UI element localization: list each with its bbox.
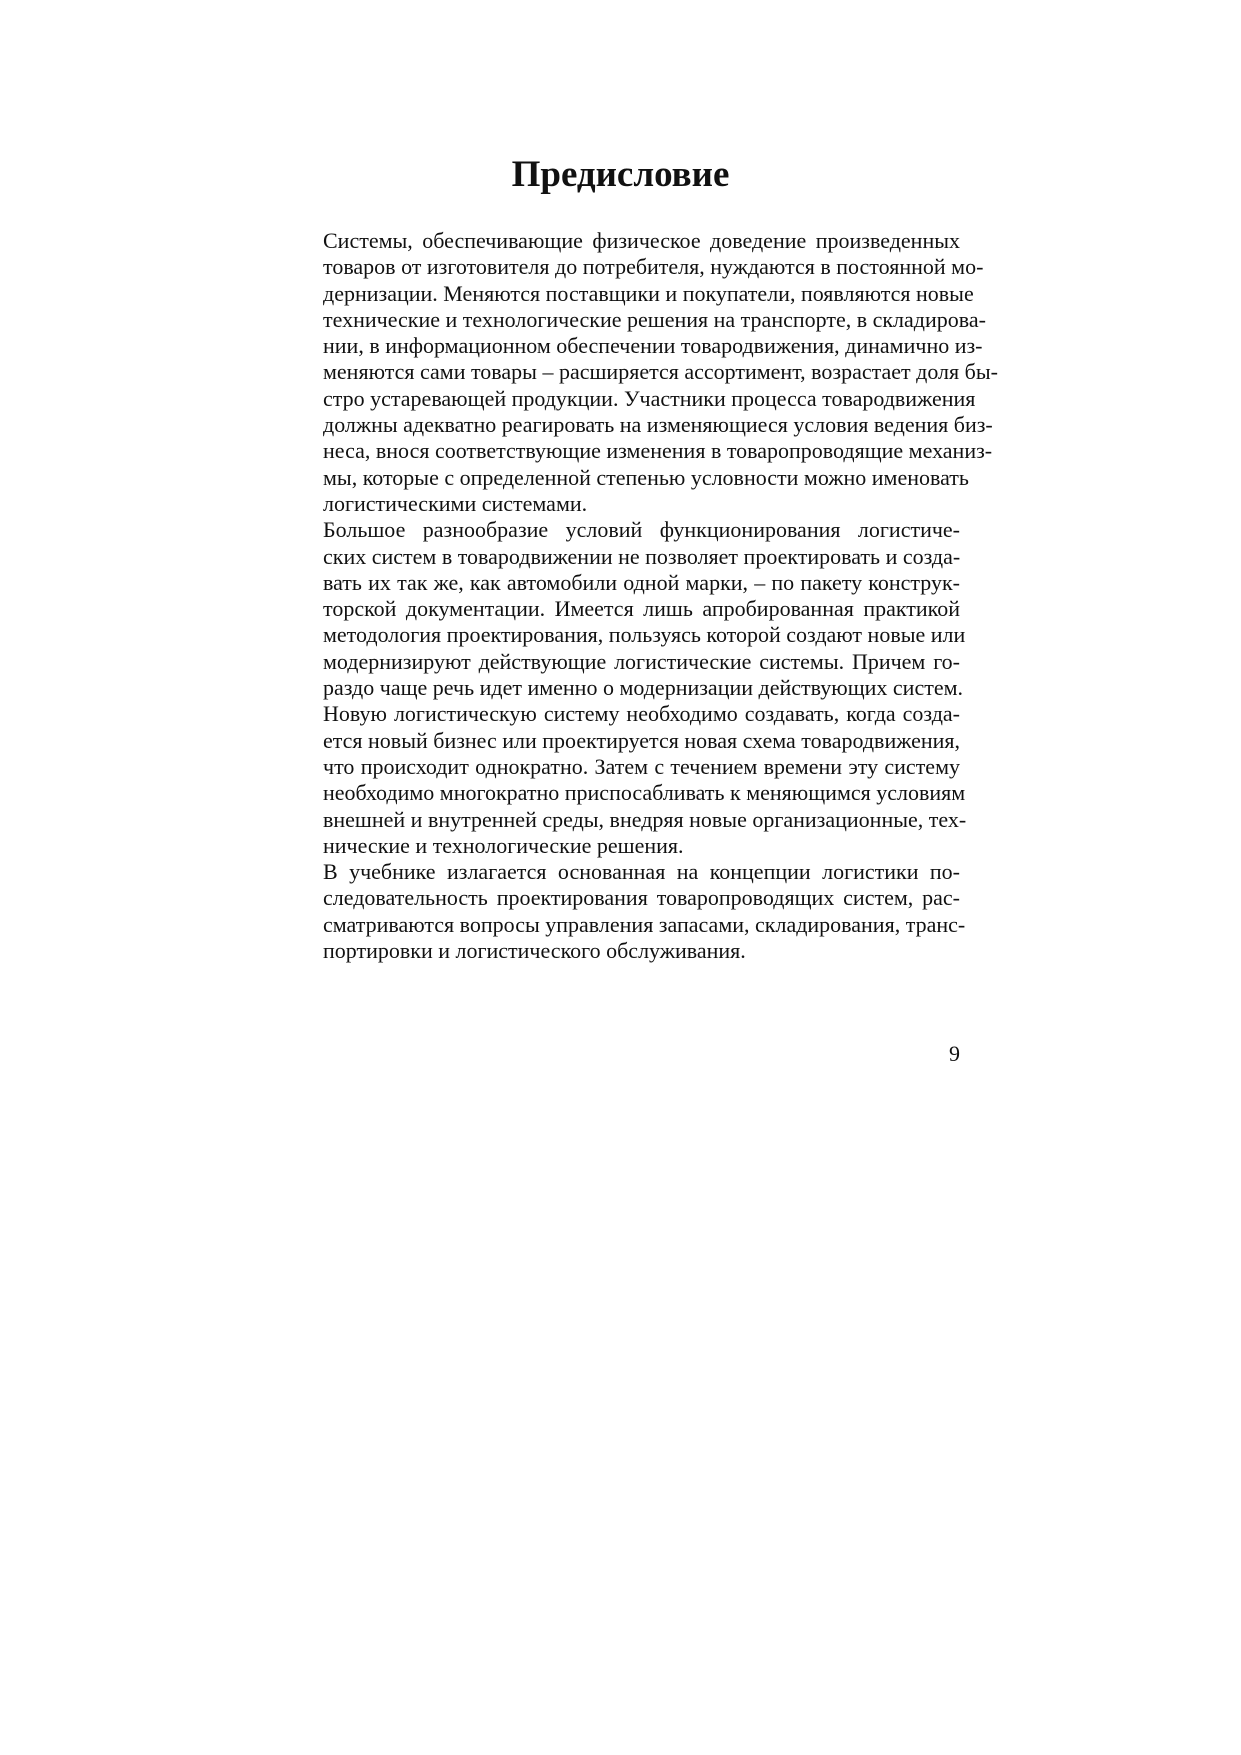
text-line: нии, в информационном обеспечении товародвижения, динамично из-	[323, 333, 983, 359]
text-line: сматриваются вопросы управления запасами, складирования, транс-	[323, 911, 966, 937]
text-line: Большое разнообразие условий функционирования логистиче-	[323, 517, 960, 543]
text-line: меняются сами товары – расширяется ассортимент, возрастает доля бы-	[323, 359, 998, 385]
body-text	[281, 228, 998, 964]
text-line: товаров от изготовителя до потребителя, нуждаются в постоянной мо-	[323, 254, 984, 280]
text-line: что происходит однократно. Затем с течением времени эту систему	[323, 753, 960, 779]
text-line: дернизации. Меняются поставщики и покупатели, появляются новые	[323, 280, 974, 306]
text-line: неса, внося соответствующие изменения в товаропроводящие механиз-	[323, 438, 993, 464]
text-line: логистическими системами.	[323, 490, 588, 516]
text-line: стро устаревающей продукции. Участники процесса товародвижения	[323, 385, 976, 411]
text-line: необходимо многократно приспосабливать к меняющимся условиям	[323, 780, 966, 806]
page-number: 9	[949, 1041, 960, 1066]
text-line: вать их так же, как автомобили одной марки, – по пакету конструк-	[323, 569, 960, 595]
text-line: торской документации. Имеется лишь апробированная практикой	[323, 596, 960, 622]
text-line: Новую логистическую систему необходимо создавать, когда созда-	[323, 701, 960, 727]
text-line: нические и технологические решения.	[323, 832, 684, 858]
text-line: мы, которые с определенной степенью условности можно именовать	[323, 464, 969, 490]
text-line: должны адекватно реагировать на изменяющиеся условия ведения биз-	[323, 412, 993, 438]
text-line: модернизируют действующие логистические системы. Причем го-	[323, 648, 960, 674]
page-title: Предисловие	[511, 154, 730, 195]
text-line: портировки и логистического обслуживания.	[323, 938, 746, 964]
text-line: следовательность проектирования товаропроводящих систем, рас-	[323, 885, 960, 911]
paragraph-2	[281, 517, 967, 859]
text-line: раздо чаще речь идет именно о модернизации действующих систем.	[323, 675, 964, 701]
text-line: В учебнике излагается основанная на концепции логистики по-	[323, 859, 960, 885]
text-line: методология проектирования, пользуясь которой создают новые или	[323, 622, 966, 648]
text-line: Системы, обеспечивающие физическое доведение произведенных	[323, 228, 960, 253]
text-line: ется новый бизнес или проектируется новая схема товародвижения,	[323, 727, 961, 753]
text-line: внешней и внутренней среды, внедряя новые организационные, тех-	[323, 806, 967, 832]
paragraph-3	[281, 859, 966, 964]
text-line: ских систем в товародвижении не позволяет проектировать и созда-	[323, 543, 961, 569]
paragraph-1	[281, 228, 998, 517]
text-line: технические и технологические решения на транспорте, в складирова-	[323, 306, 986, 332]
